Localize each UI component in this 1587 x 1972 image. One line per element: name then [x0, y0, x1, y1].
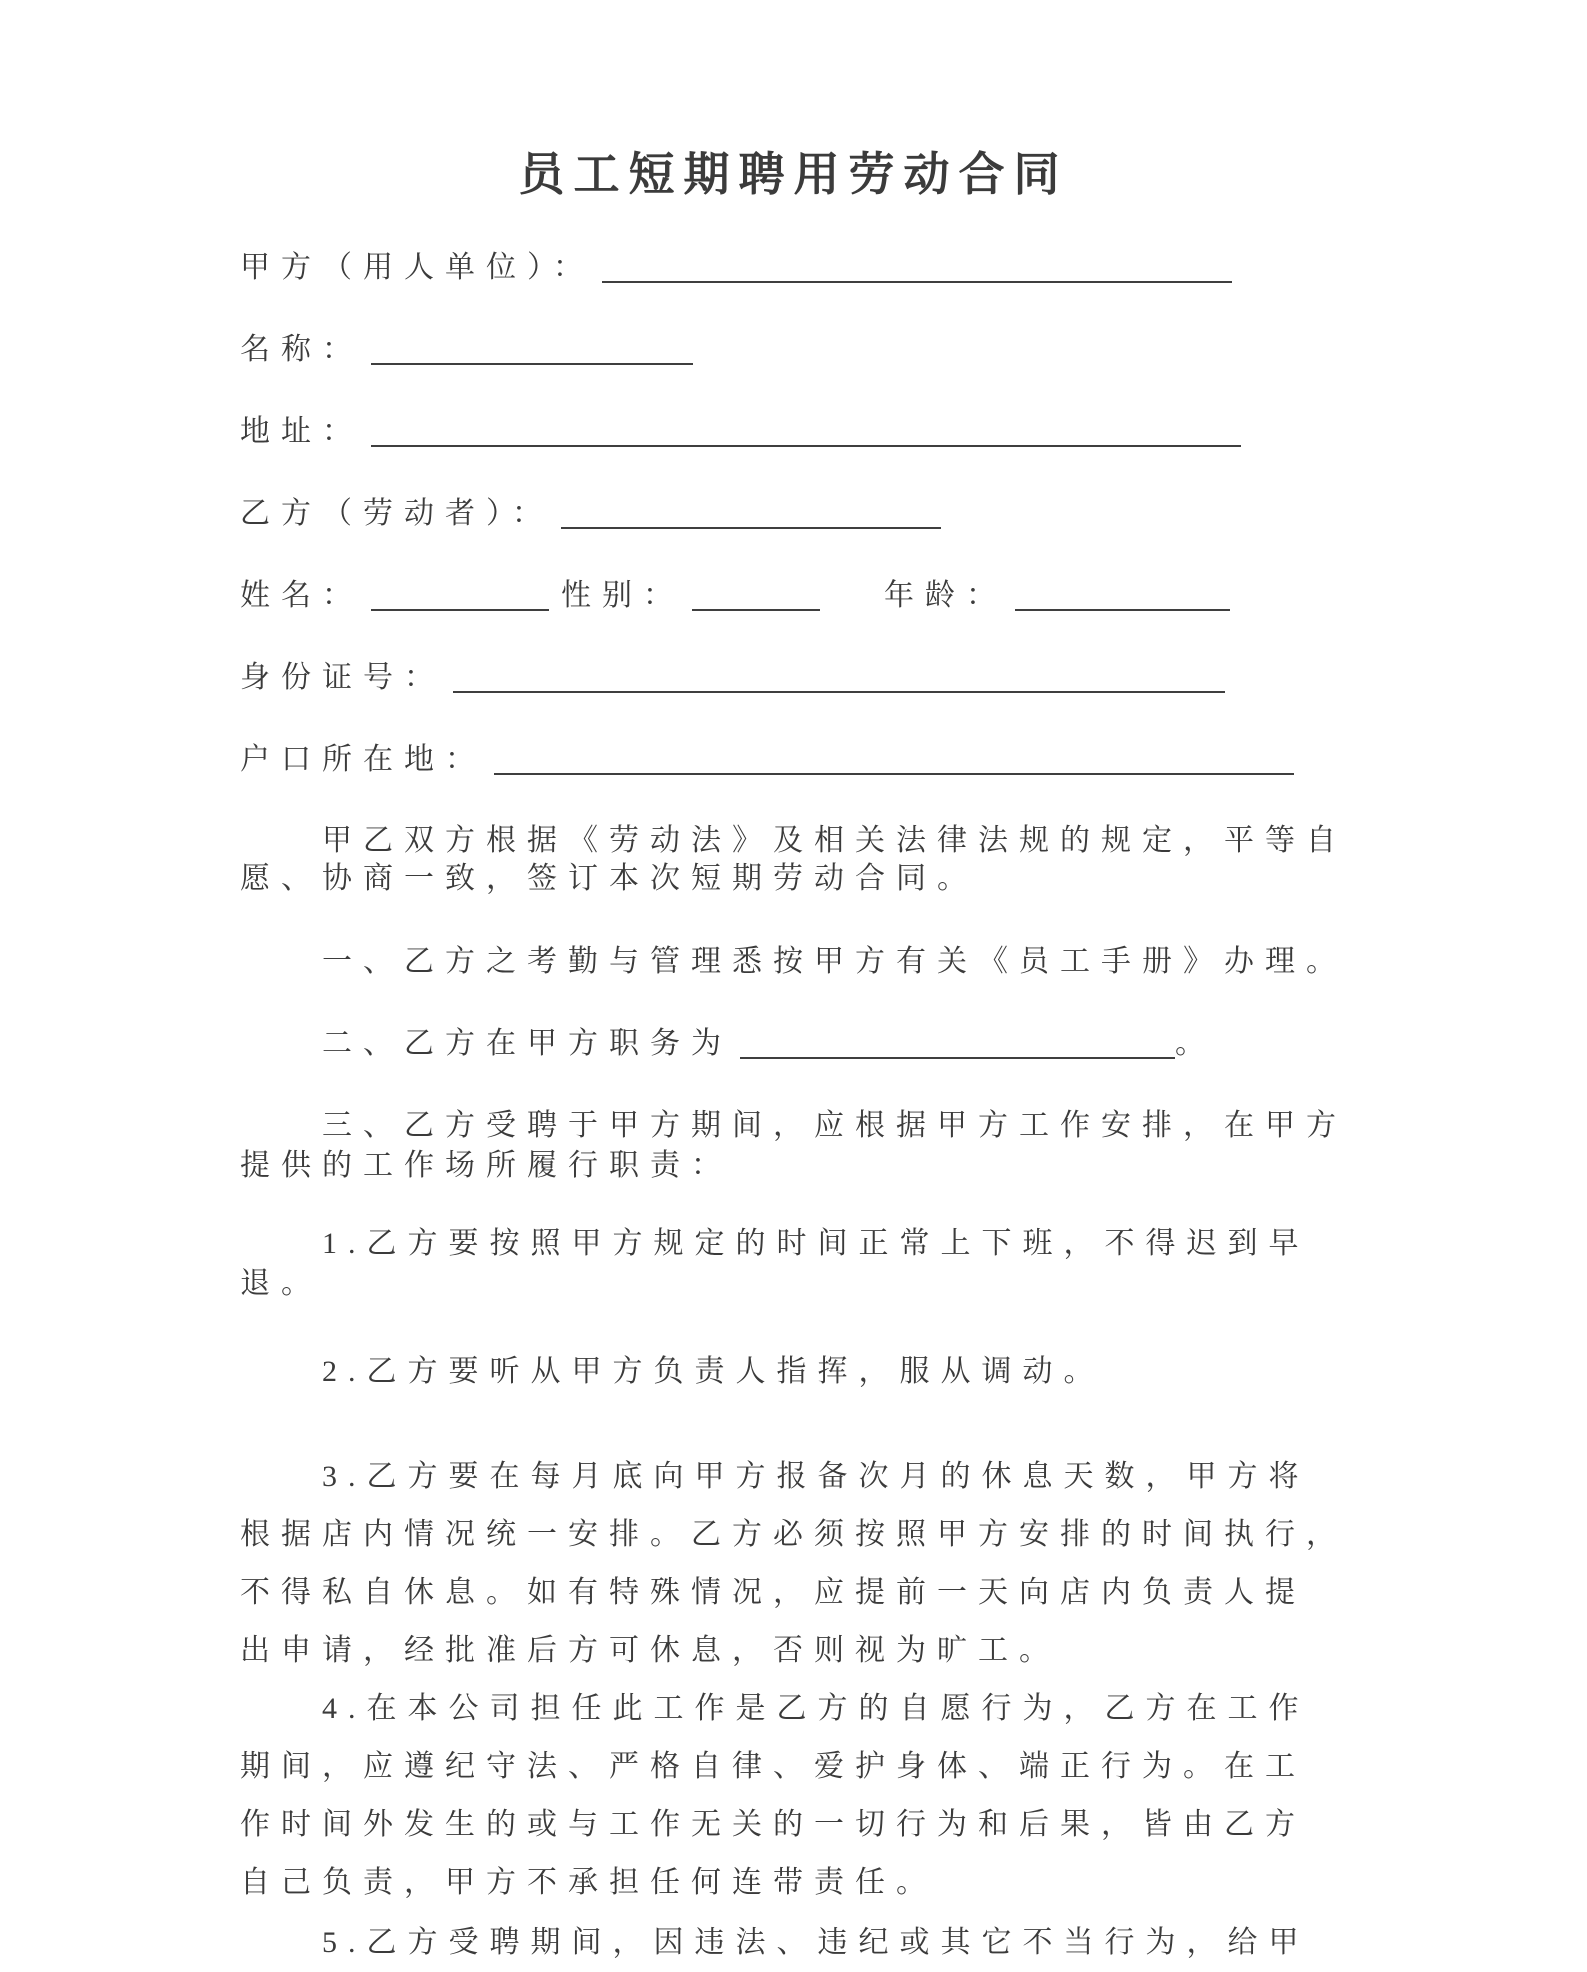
field-blank [371, 415, 1241, 447]
paragraph [240, 1448, 1347, 1680]
text-line [240, 1106, 1347, 1146]
text-line [240, 1796, 1347, 1854]
text-line [240, 1224, 1347, 1264]
paragraph [240, 1352, 1347, 1392]
line-text: 三、乙方受聘于甲方期间，应根据甲方工作安排，在甲方 [322, 1109, 1347, 1142]
line-text: 退。 [240, 1267, 322, 1300]
paragraph [240, 1914, 1347, 1972]
field-blank [692, 579, 820, 611]
line-text: 5.乙方受聘期间，因违法、违纪或其它不当行为，给甲 [322, 1926, 1310, 1959]
paragraph [240, 1224, 1347, 1304]
field-blank [1015, 579, 1230, 611]
form-row [240, 740, 1347, 780]
form-row [240, 248, 1347, 288]
paragraph [240, 1106, 1347, 1186]
text-line [240, 1146, 1347, 1186]
field-blank [561, 497, 941, 529]
field-blank [371, 333, 693, 365]
field-label: 名称： [240, 333, 363, 366]
line-text: 不得私自休息。如有特殊情况，应提前一天向店内负责人提 [240, 1576, 1306, 1609]
line-text: 自己负责，甲方不承担任何连带责任。 [240, 1866, 937, 1899]
page-title: 员工短期聘用劳动合同 [518, 149, 1069, 200]
line-text: 3.乙方要在每月底向甲方报备次月的休息天数，甲方将 [322, 1460, 1310, 1493]
text-line [240, 1854, 1347, 1912]
field-label: 姓名： [240, 579, 363, 612]
form-row [240, 330, 1347, 370]
paragraph [240, 1024, 1347, 1064]
field-blank [371, 579, 549, 611]
line-text: 作时间外发生的或与工作无关的一切行为和后果，皆由乙方 [240, 1808, 1306, 1841]
line-text: 二、乙方在甲方职务为 [322, 1027, 732, 1060]
text-line [240, 1264, 1347, 1304]
line-suffix: 。 [1175, 1027, 1216, 1060]
line-text: 提供的工作场所履行职责： [240, 1149, 732, 1182]
text-line [240, 1352, 1347, 1392]
field-blank [453, 661, 1225, 693]
line-text: 2.乙方要听从甲方负责人指挥，服从调动。 [322, 1355, 1105, 1388]
field-blank [602, 251, 1232, 283]
field-label: 地址： [240, 415, 363, 448]
text-line [240, 1680, 1347, 1738]
text-line [240, 1564, 1347, 1622]
field-label: 户口所在地： [240, 743, 486, 776]
text-line [240, 822, 1347, 860]
text-line [240, 1622, 1347, 1680]
field-label: 年龄： [884, 579, 1007, 612]
field-label: 甲方（用人单位）： [240, 251, 594, 284]
form-row [240, 412, 1347, 452]
text-line [240, 1448, 1347, 1506]
form-row [240, 576, 1347, 616]
field-label: 身份证号： [240, 661, 445, 694]
line-text: 4.在本公司担任此工作是乙方的自愿行为，乙方在工作 [322, 1692, 1310, 1725]
paragraph [240, 1680, 1347, 1912]
line-text: 愿、协商一致，签订本次短期劳动合同。 [240, 862, 978, 895]
form-row [240, 658, 1347, 698]
text-line [240, 1506, 1347, 1564]
line-text: 期间，应遵纪守法、严格自律、爱护身体、端正行为。在工 [240, 1750, 1306, 1783]
paragraph [240, 822, 1347, 898]
line-text: 甲乙双方根据《劳动法》及相关法律法规的规定，平等自 [322, 824, 1347, 857]
field-label: 乙方（劳动者）： [240, 497, 553, 530]
text-line [240, 1914, 1347, 1972]
inline-blank [740, 1027, 1175, 1059]
line-text: 1.乙方要按照甲方规定的时间正常上下班，不得迟到早 [322, 1227, 1310, 1260]
text-line [240, 942, 1347, 982]
form-rows [240, 248, 1347, 780]
line-text: 一、乙方之考勤与管理悉按甲方有关《员工手册》办理。 [322, 945, 1347, 978]
paragraphs [240, 822, 1347, 1972]
paragraph [240, 942, 1347, 982]
field-label: 性别： [561, 579, 684, 612]
form-row [240, 494, 1347, 534]
text-line [240, 1738, 1347, 1796]
line-text: 出申请，经批准后方可休息，否则视为旷工。 [240, 1634, 1060, 1667]
text-line [240, 1024, 1347, 1064]
text-line [240, 860, 1347, 898]
line-text: 根据店内情况统一安排。乙方必须按照甲方安排的时间执行， [240, 1518, 1347, 1551]
field-blank [494, 743, 1294, 775]
